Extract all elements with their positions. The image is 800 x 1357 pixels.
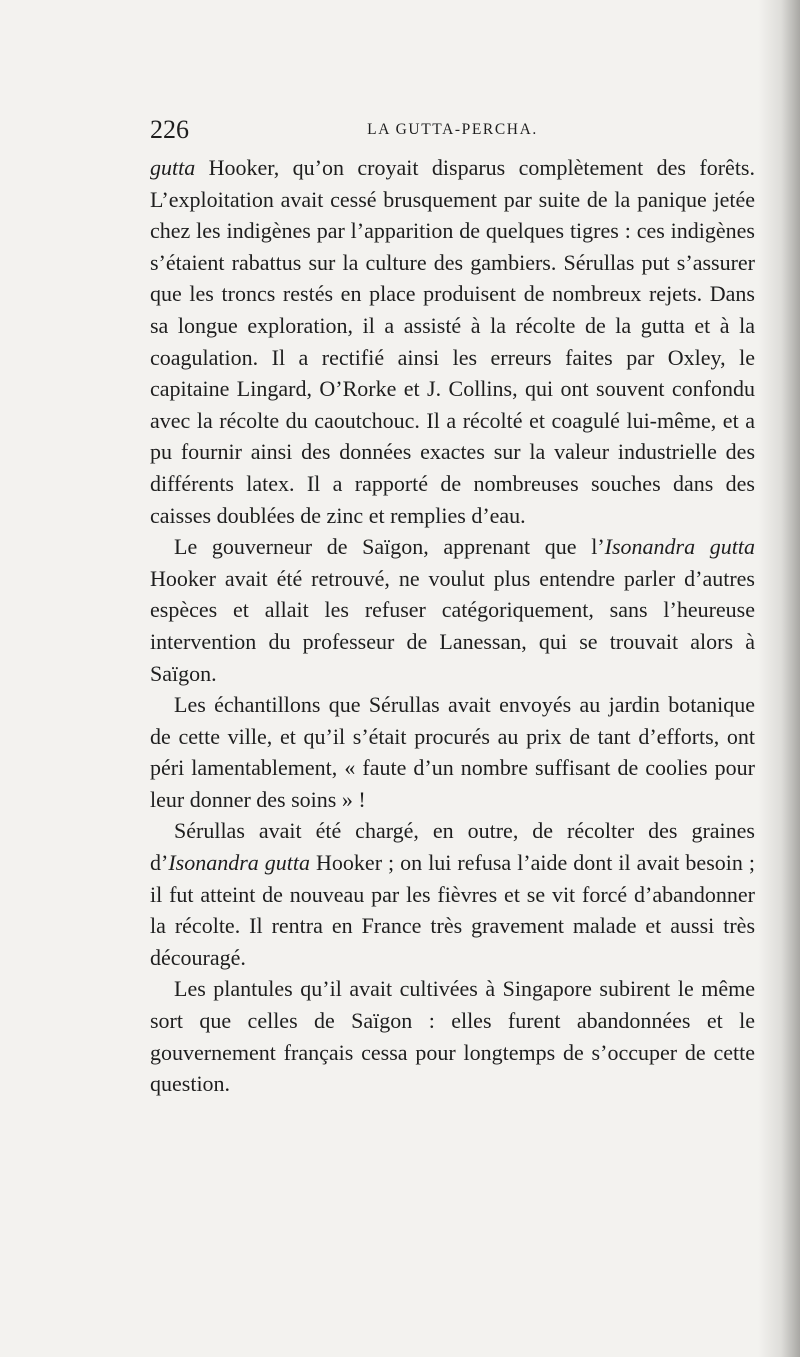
running-title: LA GUTTA-PERCHA. <box>367 121 538 138</box>
paragraph-segment: Sérullas avait été chargé, en outre, de récolter des graines d’ <box>150 818 755 876</box>
paragraph-segment: gutta <box>150 155 196 180</box>
paragraph-segment: Le gouverneur de Saïgon, apprenant que l’ <box>174 534 605 560</box>
paragraph <box>150 973 755 1099</box>
paragraph <box>150 531 755 689</box>
page-header <box>150 112 755 148</box>
paragraph-segment: Hooker ; on lui refusa l’aide dont il avait besoin ; il fut atteint de nouveau par les fièvres et se vit forcé d’abandonner la récolte. Il rentra en France très gravement malade et aussi très découragé. <box>150 850 755 970</box>
page-number: 226 <box>150 115 189 144</box>
paragraph-segment: Hooker avait été retrouvé, ne voulut plus entendre parler d’autres espèces et allait les refuser catégoriquement, sans l’heureuse intervention du professeur de Lanessan, qui se trouvait alors à Saïgon. <box>150 565 755 686</box>
paragraph-segment: Isonandra gutta <box>168 850 311 876</box>
paragraph-segment: Les plantules qu’il avait cultivées à Singapore subirent le même sort que celles de Saïgon : elles furent abandonnées et le gouvernement français cessa pour longtemps de s’occuper de cette question. <box>150 976 755 1097</box>
paragraph <box>150 815 755 973</box>
body-text <box>150 152 755 1100</box>
paragraph-segment: Isonandra gutta <box>604 534 755 560</box>
paragraph <box>150 689 755 815</box>
paragraph-segment: Hooker, qu’on croyait disparus complètement des forêts. L’exploitation avait cessé brusquement par suite de la panique jetée chez les indigènes par l’apparition de quelques tigres : ces indigènes s’étaient rabattus sur la culture des gambiers. Sérullas put s’assurer que les troncs restés en place produisent de nombreux rejets. Dans sa longue exploration, il a assisté à la récolte de la gutta et à la coagulation. Il a rectifié ainsi les erreurs faites par Oxley, le capitaine Lingard, O’Rorke et J. Collins, qui ont souvent confondu avec la récolte du caoutchouc. Il a récolté et coagulé lui-même, et a pu fournir ainsi des données exactes sur la valeur industrielle des différents latex. Il a rapporté de nombreuses souches dans des caisses doublées de zinc et remplies d’eau. <box>150 155 755 528</box>
paragraph-segment: Les échantillons que Sérullas avait envoyés au jardin botanique de cette ville, et qu’il s’était procurés au prix de tant d’efforts, ont péri lamentablement, « faute d’un nombre suffisant de coolies pour leur donner des soins » ! <box>150 692 755 812</box>
page-edge-shadow <box>758 0 800 1357</box>
paragraph <box>150 152 755 531</box>
